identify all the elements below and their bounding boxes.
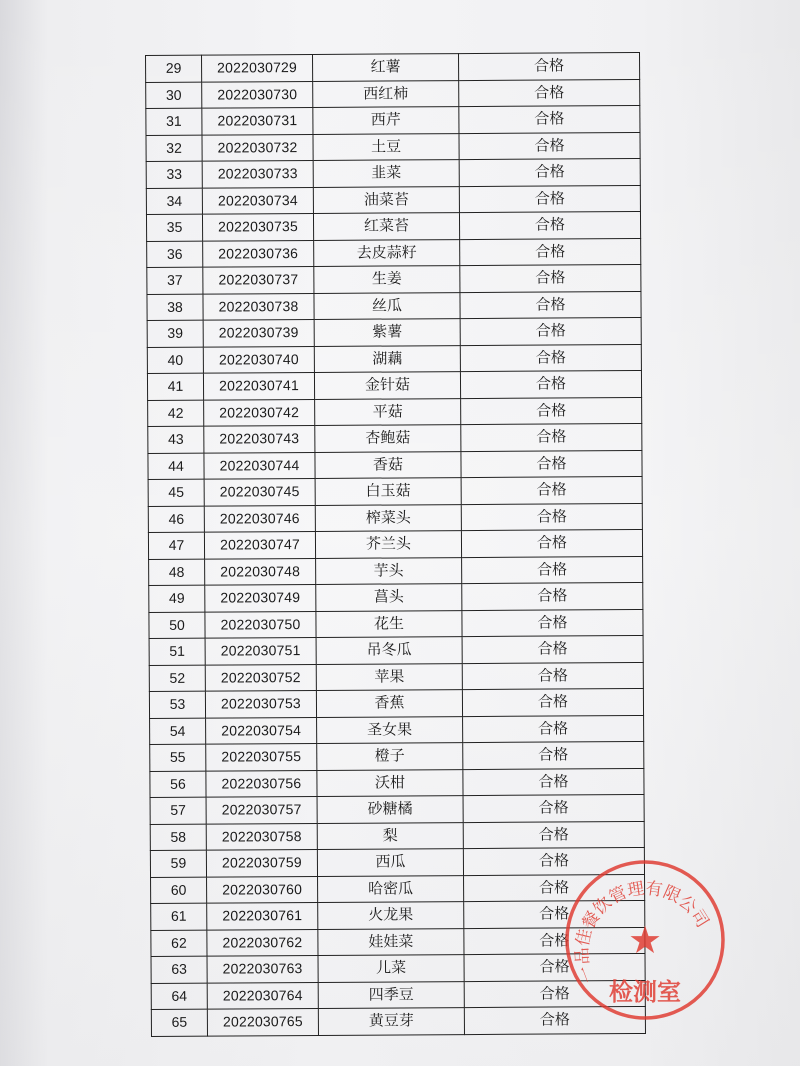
sample-name-cell: 娃娃菜 [318, 928, 464, 955]
table-row [150, 794, 644, 824]
sample-code-cell: 2022030736 [203, 240, 314, 267]
sample-name-cell: 黄豆芽 [318, 1008, 464, 1035]
sample-name-cell: 香菇 [315, 451, 461, 478]
sample-code-cell: 2022030737 [203, 266, 314, 293]
sample-code-cell: 2022030733 [202, 160, 313, 187]
row-number-cell: 35 [146, 214, 202, 241]
test-result-cell: 合格 [460, 238, 641, 266]
row-number-cell: 57 [150, 797, 206, 824]
row-number-cell: 61 [151, 903, 207, 930]
test-result-cell: 合格 [462, 662, 643, 690]
sample-name-cell: 平菇 [315, 398, 461, 425]
table-row [147, 317, 641, 347]
test-result-cell: 合格 [459, 158, 640, 186]
row-number-cell: 30 [146, 82, 202, 109]
sample-code-cell: 2022030732 [202, 134, 313, 161]
sample-code-cell: 2022030759 [206, 849, 317, 876]
sample-name-cell: 土豆 [313, 133, 459, 160]
row-number-cell: 60 [151, 877, 207, 904]
row-number-cell: 64 [151, 983, 207, 1010]
row-number-cell: 36 [147, 241, 203, 268]
row-number-cell: 48 [149, 559, 205, 586]
row-number-cell: 54 [150, 718, 206, 745]
sample-code-cell: 2022030755 [206, 743, 317, 770]
table-row [147, 264, 641, 294]
test-result-cell: 合格 [463, 715, 644, 743]
sample-name-cell: 生姜 [314, 266, 460, 293]
sample-code-cell: 2022030752 [205, 664, 316, 691]
table-row [147, 238, 641, 268]
test-result-cell: 合格 [464, 874, 645, 902]
test-result-cell: 合格 [462, 635, 643, 663]
sample-code-cell: 2022030748 [205, 558, 316, 585]
table-row [148, 397, 642, 427]
seal-center-text: 检测室 [609, 978, 681, 1006]
test-result-cell: 合格 [464, 980, 645, 1008]
sample-code-cell: 2022030757 [206, 796, 317, 823]
test-result-cell: 合格 [461, 450, 642, 478]
row-number-cell: 63 [151, 956, 207, 983]
test-result-cell: 合格 [461, 529, 642, 557]
sample-code-cell: 2022030765 [207, 1008, 318, 1035]
table-row [150, 821, 644, 851]
test-result-cell: 合格 [460, 264, 641, 292]
sample-name-cell: 西红柿 [313, 80, 459, 107]
test-result-cell: 合格 [464, 927, 645, 955]
sample-code-cell: 2022030753 [205, 690, 316, 717]
test-result-cell: 合格 [463, 768, 644, 796]
sample-name-cell: 油菜苔 [313, 186, 459, 213]
sample-name-cell: 火龙果 [318, 902, 464, 929]
sample-code-cell: 2022030747 [204, 531, 315, 558]
test-result-cell: 合格 [462, 688, 643, 716]
test-result-cell: 合格 [464, 900, 645, 928]
table-row [146, 105, 640, 135]
sample-code-cell: 2022030754 [206, 717, 317, 744]
table-row [146, 132, 640, 162]
row-number-cell: 39 [147, 320, 203, 347]
sample-name-cell: 金针菇 [314, 372, 460, 399]
sample-code-cell: 2022030749 [205, 584, 316, 611]
sample-code-cell: 2022030730 [202, 81, 313, 108]
table-row [146, 185, 640, 215]
row-number-cell: 46 [148, 506, 204, 533]
sample-code-cell: 2022030745 [204, 478, 315, 505]
row-number-cell: 59 [150, 850, 206, 877]
table-row [148, 503, 642, 533]
test-result-cell: 合格 [463, 847, 644, 875]
row-number-cell: 40 [147, 347, 203, 374]
sample-code-cell: 2022030741 [203, 372, 314, 399]
sample-code-cell: 2022030739 [203, 319, 314, 346]
sample-name-cell: 芋头 [316, 557, 462, 584]
table-row [146, 211, 640, 241]
row-number-cell: 29 [146, 55, 202, 82]
test-result-cell: 合格 [462, 556, 643, 584]
sample-code-cell: 2022030735 [202, 213, 313, 240]
official-red-seal [560, 855, 730, 1025]
sample-name-cell: 西芹 [313, 107, 459, 134]
row-number-cell: 50 [149, 612, 205, 639]
table-row [149, 688, 643, 718]
sample-name-cell: 沃柑 [317, 769, 463, 796]
sample-code-cell: 2022030744 [204, 452, 315, 479]
sample-code-cell: 2022030764 [207, 982, 318, 1009]
seal-ring-text: 一品佳餐饮管理有限公司 [572, 878, 713, 986]
test-result-cell: 合格 [461, 476, 642, 504]
sample-name-cell: 圣女果 [317, 716, 463, 743]
test-result-cell: 合格 [459, 132, 640, 160]
test-result-cell: 合格 [459, 185, 640, 213]
sample-code-cell: 2022030742 [204, 399, 315, 426]
sample-name-cell: 白玉菇 [315, 478, 461, 505]
row-number-cell: 34 [146, 188, 202, 215]
test-result-cell: 合格 [460, 344, 641, 372]
sample-code-cell: 2022030760 [207, 876, 318, 903]
row-number-cell: 42 [148, 400, 204, 427]
sample-name-cell: 儿菜 [318, 955, 464, 982]
test-result-cell: 合格 [459, 105, 640, 133]
row-number-cell: 38 [147, 294, 203, 321]
test-result-cell: 合格 [458, 52, 639, 80]
row-number-cell: 65 [151, 1009, 207, 1036]
sample-name-cell: 哈密瓜 [318, 875, 464, 902]
row-number-cell: 53 [149, 691, 205, 718]
test-result-cell: 合格 [461, 397, 642, 425]
sample-name-cell: 吊冬瓜 [316, 637, 462, 664]
sample-code-cell: 2022030743 [204, 425, 315, 452]
sample-code-cell: 2022030756 [206, 770, 317, 797]
table-row [149, 556, 643, 586]
sample-name-cell: 梨 [317, 822, 463, 849]
row-number-cell: 49 [149, 585, 205, 612]
sample-name-cell: 花生 [316, 610, 462, 637]
sample-code-cell: 2022030751 [205, 637, 316, 664]
test-result-cell: 合格 [464, 953, 645, 981]
sample-name-cell: 红菜苔 [313, 213, 459, 240]
sample-code-cell: 2022030761 [207, 902, 318, 929]
sample-name-cell: 杏鲍菇 [315, 425, 461, 452]
sample-name-cell: 西瓜 [317, 849, 463, 876]
row-number-cell: 56 [150, 771, 206, 798]
table-row [150, 741, 644, 771]
seal-star-icon: ★ [627, 918, 663, 962]
sample-code-cell: 2022030758 [206, 823, 317, 850]
sample-code-cell: 2022030762 [207, 929, 318, 956]
row-number-cell: 51 [149, 638, 205, 665]
table-row [146, 158, 640, 188]
table-row [147, 344, 641, 374]
table-row [149, 662, 643, 692]
test-result-cell: 合格 [459, 211, 640, 239]
test-result-cell: 合格 [463, 821, 644, 849]
sample-code-cell: 2022030746 [204, 505, 315, 532]
test-result-cell: 合格 [462, 582, 643, 610]
sample-name-cell: 丝瓜 [314, 292, 460, 319]
sample-name-cell: 红薯 [312, 54, 458, 81]
row-number-cell: 55 [150, 744, 206, 771]
sample-name-cell: 芥兰头 [315, 531, 461, 558]
table-row [149, 635, 643, 665]
row-number-cell: 41 [147, 373, 203, 400]
sample-name-cell: 榨菜头 [315, 504, 461, 531]
sample-name-cell: 香蕉 [316, 690, 462, 717]
test-result-cell: 合格 [461, 503, 642, 531]
table-row [149, 609, 643, 639]
sample-code-cell: 2022030731 [202, 107, 313, 134]
test-result-cell: 合格 [460, 317, 641, 345]
table-row [146, 79, 640, 109]
row-number-cell: 45 [148, 479, 204, 506]
test-result-cell: 合格 [463, 794, 644, 822]
sample-name-cell: 韭菜 [313, 160, 459, 187]
row-number-cell: 58 [150, 824, 206, 851]
sample-name-cell: 橙子 [317, 743, 463, 770]
table-row [147, 370, 641, 400]
sample-name-cell: 砂糖橘 [317, 796, 463, 823]
table-row [150, 768, 644, 798]
table-row [148, 450, 642, 480]
table-row [148, 476, 642, 506]
table-row [147, 291, 641, 321]
row-number-cell: 44 [148, 453, 204, 480]
sample-name-cell: 四季豆 [318, 981, 464, 1008]
sample-code-cell: 2022030750 [205, 611, 316, 638]
sample-name-cell: 去皮蒜籽 [314, 239, 460, 266]
test-result-cell: 合格 [464, 1006, 645, 1034]
sample-name-cell: 湖藕 [314, 345, 460, 372]
sample-code-cell: 2022030729 [202, 54, 313, 81]
sample-code-cell: 2022030740 [203, 346, 314, 373]
row-number-cell: 33 [146, 161, 202, 188]
test-result-cell: 合格 [461, 423, 642, 451]
row-number-cell: 32 [146, 135, 202, 162]
test-result-cell: 合格 [459, 79, 640, 107]
row-number-cell: 31 [146, 108, 202, 135]
sample-code-cell: 2022030738 [203, 293, 314, 320]
sample-name-cell: 苹果 [316, 663, 462, 690]
table-row [150, 715, 644, 745]
test-result-cell: 合格 [460, 370, 641, 398]
sample-name-cell: 紫薯 [314, 319, 460, 346]
table-row [148, 423, 642, 453]
sample-code-cell: 2022030734 [202, 187, 313, 214]
row-number-cell: 47 [148, 532, 204, 559]
row-number-cell: 37 [147, 267, 203, 294]
row-number-cell: 52 [149, 665, 205, 692]
table-row [148, 529, 642, 559]
table-row [146, 52, 640, 82]
test-result-cell: 合格 [463, 741, 644, 769]
test-result-cell: 合格 [462, 609, 643, 637]
sample-name-cell: 菖头 [316, 584, 462, 611]
row-number-cell: 43 [148, 426, 204, 453]
test-result-cell: 合格 [460, 291, 641, 319]
table-row [149, 582, 643, 612]
row-number-cell: 62 [151, 930, 207, 957]
sample-code-cell: 2022030763 [207, 955, 318, 982]
